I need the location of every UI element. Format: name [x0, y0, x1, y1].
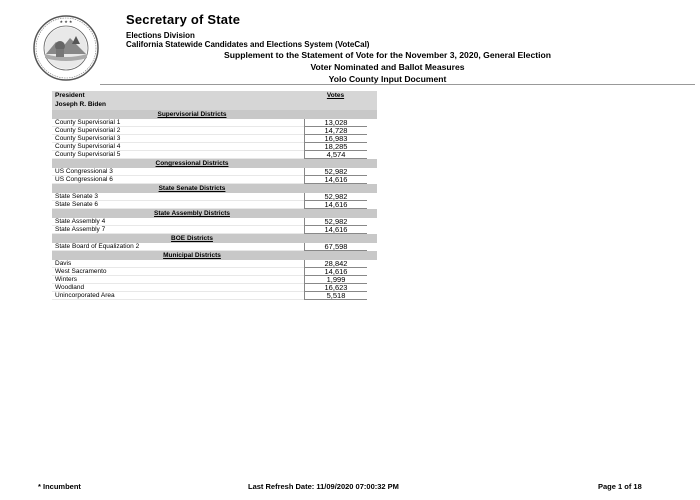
row-spacer	[367, 260, 377, 268]
row-spacer	[367, 276, 377, 284]
row-spacer	[367, 176, 377, 184]
district-label: County Supervisorial 3	[52, 135, 304, 143]
votes-column-header: Votes	[326, 92, 345, 99]
table-header-row	[52, 91, 377, 100]
vote-count: 52,982	[304, 193, 367, 201]
vote-count: 18,285	[304, 143, 367, 151]
section-header: Municipal Districts	[52, 251, 377, 260]
vote-count: 14,616	[304, 226, 367, 234]
row-spacer	[367, 226, 377, 234]
report-subtitle-measures: Voter Nominated and Ballot Measures	[310, 62, 465, 72]
district-label: Winters	[52, 276, 304, 284]
section-header: Supervisorial Districts	[52, 110, 377, 119]
incumbent-note: * Incumbent	[38, 482, 81, 491]
vote-count: 67,598	[304, 243, 367, 251]
district-label: State Assembly 4	[52, 218, 304, 226]
row-spacer	[367, 201, 377, 209]
vote-table	[52, 91, 377, 300]
vote-count: 28,842	[304, 260, 367, 268]
vote-count: 14,728	[304, 127, 367, 135]
district-label: County Supervisorial 2	[52, 127, 304, 135]
row-spacer	[367, 193, 377, 201]
system-label: California Statewide Candidates and Elections System (VoteCal)	[126, 40, 370, 49]
svg-text:★ ★ ★: ★ ★ ★	[59, 19, 73, 24]
table-row	[52, 151, 377, 159]
vote-count: 52,982	[304, 218, 367, 226]
table-row	[52, 201, 377, 209]
district-label: State Senate 3	[52, 193, 304, 201]
district-label: State Assembly 7	[52, 226, 304, 234]
district-label: West Sacramento	[52, 268, 304, 276]
district-label: County Supervisorial 4	[52, 143, 304, 151]
section-header: BOE Districts	[52, 234, 377, 243]
row-spacer	[367, 127, 377, 135]
vote-count: 4,574	[304, 151, 367, 159]
vote-count: 14,616	[304, 268, 367, 276]
row-spacer	[367, 151, 377, 159]
contest-label: President	[55, 92, 85, 99]
report-subtitle: Supplement to the Statement of Vote for the November 3, 2020, General Election	[224, 50, 551, 60]
row-spacer	[367, 268, 377, 276]
district-label: Unincorporated Area	[52, 292, 304, 300]
district-label: Woodland	[52, 284, 304, 292]
vote-count: 16,983	[304, 135, 367, 143]
vote-count: 16,623	[304, 284, 367, 292]
row-spacer	[367, 135, 377, 143]
row-spacer	[367, 284, 377, 292]
row-spacer	[367, 119, 377, 127]
district-label: County Supervisorial 1	[52, 119, 304, 127]
division-label: Elections Division	[126, 31, 195, 40]
page-title: Secretary of State	[126, 12, 241, 27]
district-sections	[52, 110, 377, 300]
district-label: US Congressional 6	[52, 176, 304, 184]
header-divider	[100, 84, 695, 85]
district-label: State Board of Equalization 2	[52, 243, 304, 251]
vote-count: 5,518	[304, 292, 367, 300]
section-header: State Assembly Districts	[52, 209, 377, 218]
section-header: Congressional Districts	[52, 159, 377, 168]
section-header: State Senate Districts	[52, 184, 377, 193]
vote-count: 13,028	[304, 119, 367, 127]
row-spacer	[367, 292, 377, 300]
district-label: County Supervisorial 5	[52, 151, 304, 159]
report-subtitle-county: Yolo County Input Document	[328, 74, 447, 84]
page-indicator: Page 1 of 18	[598, 482, 642, 491]
table-row	[52, 226, 377, 234]
district-label: US Congressional 3	[52, 168, 304, 176]
vote-count: 52,982	[304, 168, 367, 176]
vote-count: 14,616	[304, 201, 367, 209]
district-label: State Senate 6	[52, 201, 304, 209]
row-spacer	[367, 168, 377, 176]
table-row	[52, 292, 377, 300]
row-spacer	[367, 218, 377, 226]
candidate-name: Joseph R. Biden	[55, 101, 106, 108]
state-seal-icon	[32, 14, 100, 82]
row-spacer	[367, 143, 377, 151]
row-spacer	[367, 243, 377, 251]
district-label: Davis	[52, 260, 304, 268]
refresh-date: Last Refresh Date: 11/09/2020 07:00:32 PM	[248, 482, 399, 491]
vote-count: 14,616	[304, 176, 367, 184]
table-row	[52, 243, 377, 251]
table-row	[52, 176, 377, 184]
vote-count: 1,999	[304, 276, 367, 284]
candidate-row	[52, 100, 377, 110]
